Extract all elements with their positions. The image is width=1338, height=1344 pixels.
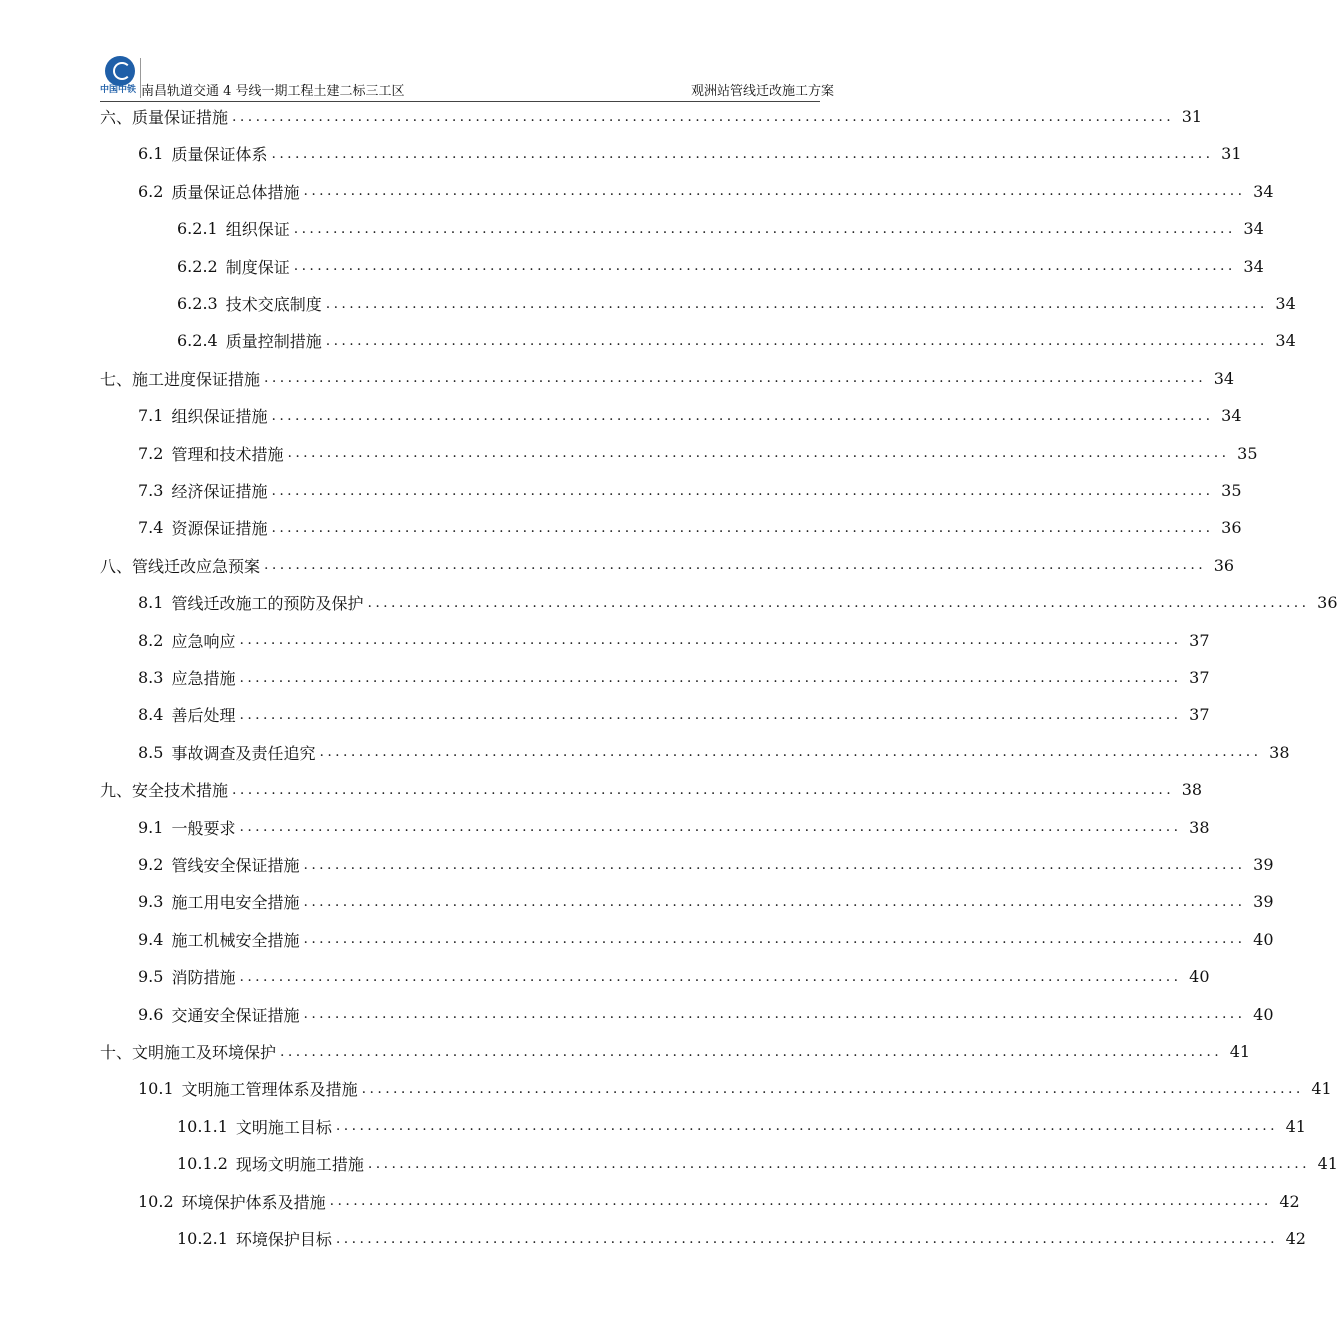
- toc-entry[interactable]: [177, 285, 1296, 322]
- toc-entry-title: 施工机械安全措施: [171, 930, 300, 950]
- toc-entry-number: 九、: [100, 781, 133, 801]
- toc-entry-number: 8.3: [138, 668, 164, 687]
- toc-entry-title: 文明施工目标: [235, 1117, 332, 1137]
- toc-entry-title: 文明施工管理体系及措施: [181, 1080, 358, 1100]
- toc-entry-title: 应急响应: [171, 631, 236, 651]
- toc-entry-number: 6.2.1: [177, 219, 218, 239]
- toc-entry[interactable]: [138, 659, 1210, 696]
- toc-entry-page: 38: [1269, 742, 1290, 762]
- toc-entry[interactable]: [100, 771, 1203, 808]
- toc-entry-number: 6.2: [138, 181, 164, 201]
- toc-dot-leader: ........................................................................................................................: [335, 1118, 1278, 1135]
- toc-entry-title: 管线迁改施工的预防及保护: [171, 594, 364, 614]
- toc-dot-leader: ........................................................................................................................: [271, 145, 1214, 162]
- toc-entry-title: 环境保护体系及措施: [181, 1192, 326, 1212]
- toc-entry-number: 8.4: [138, 705, 164, 725]
- toc-entry-page: 40: [1189, 967, 1210, 987]
- toc-entry-page: 41: [1311, 1079, 1332, 1099]
- toc-entry-page: 39: [1253, 855, 1274, 874]
- toc-entry-number: 8.2: [138, 630, 164, 650]
- toc-dot-leader: ........................................................................................................................: [264, 557, 1207, 574]
- toc-entry-page: 34: [1275, 331, 1296, 351]
- toc-entry-number: 7.2: [138, 443, 164, 463]
- toc-entry-number: 六、: [100, 108, 133, 127]
- toc-entry-number: 7.1: [138, 406, 164, 426]
- toc-dot-leader: ........................................................................................................................: [271, 519, 1214, 536]
- toc-entry[interactable]: [138, 1183, 1300, 1220]
- toc-dot-leader: ........................................................................................................................: [232, 108, 1175, 125]
- toc-entry-page: 34: [1275, 294, 1296, 313]
- toc-dot-leader: ........................................................................................................................: [319, 744, 1262, 761]
- toc-entry[interactable]: [138, 846, 1274, 883]
- toc-entry-title: 质量保证总体措施: [171, 182, 300, 202]
- toc-entry-number: 9.4: [138, 929, 164, 949]
- toc-entry-page: 31: [1221, 144, 1242, 164]
- toc-entry-page: 37: [1189, 705, 1210, 725]
- toc-entry-page: 41: [1229, 1042, 1251, 1061]
- toc-entry[interactable]: [177, 248, 1264, 285]
- toc-entry-title: 现场文明施工措施: [235, 1155, 364, 1175]
- toc-dot-leader: ........................................................................................................................: [303, 1006, 1246, 1023]
- toc-dot-leader: ........................................................................................................................: [303, 856, 1246, 873]
- toc-entry-title: 交通安全保证措施: [171, 1005, 300, 1025]
- toc-entry-title: 质量保证措施: [132, 108, 229, 127]
- toc-entry-number: 十、: [100, 1043, 133, 1062]
- toc-entry-number: 八、: [100, 556, 133, 576]
- toc-entry[interactable]: [138, 472, 1242, 509]
- toc-entry-page: 35: [1221, 481, 1242, 500]
- toc-entry-title: 一般要求: [171, 818, 236, 838]
- toc-entry-number: 10.2.1: [177, 1229, 228, 1248]
- toc-entry-title: 安全技术措施: [132, 781, 229, 801]
- toc-entry[interactable]: [138, 958, 1210, 995]
- toc-entry-title: 组织保证: [225, 220, 290, 240]
- toc-dot-leader: ........................................................................................................................: [367, 1155, 1310, 1172]
- toc-entry-title: 质量控制措施: [225, 332, 322, 352]
- toc-dot-leader: ........................................................................................................................: [293, 258, 1236, 275]
- toc-entry-title: 管理和技术措施: [171, 444, 284, 464]
- toc-entry-title: 施工用电安全措施: [171, 893, 300, 913]
- toc-entry-page: 34: [1243, 256, 1264, 276]
- toc-entry[interactable]: [138, 435, 1258, 472]
- toc-dot-leader: ........................................................................................................................: [293, 220, 1236, 237]
- toc-entry-number: 9.3: [138, 892, 164, 912]
- toc-entry-page: 42: [1285, 1229, 1306, 1248]
- toc-dot-leader: ........................................................................................................................: [264, 370, 1207, 387]
- toc-entry-title: 环境保护目标: [235, 1230, 332, 1249]
- toc-dot-leader: ........................................................................................................................: [303, 893, 1246, 910]
- toc-dot-leader: ........................................................................................................................: [335, 1230, 1278, 1247]
- toc-entry-title: 制度保证: [225, 257, 290, 277]
- toc-entry-number: 10.1: [138, 1079, 174, 1099]
- toc-dot-leader: ........................................................................................................................: [239, 669, 1182, 686]
- toc-entry[interactable]: [177, 1108, 1306, 1145]
- toc-entry[interactable]: [100, 1033, 1251, 1070]
- toc-entry-title: 组织保证措施: [171, 407, 268, 427]
- company-logo: [100, 56, 140, 96]
- toc-entry[interactable]: [138, 397, 1242, 434]
- toc-entry-title: 管线安全保证措施: [171, 856, 300, 875]
- toc-entry-page: 39: [1253, 892, 1274, 912]
- toc-entry[interactable]: [100, 360, 1235, 397]
- toc-entry-number: 6.2.4: [177, 331, 218, 351]
- toc-dot-leader: ........................................................................................................................: [280, 1043, 1223, 1060]
- toc-entry-title: 质量保证体系: [171, 145, 268, 165]
- toc-entry-number: 9.2: [138, 855, 164, 874]
- toc-entry-number: 七、: [100, 369, 133, 389]
- header-document-title: 观洲站管线迁改施工方案: [690, 84, 834, 99]
- toc-dot-leader: ........................................................................................................................: [239, 819, 1182, 836]
- toc-entry-page: 31: [1181, 107, 1203, 126]
- toc-dot-leader: ........................................................................................................................: [271, 407, 1214, 424]
- toc-entry-number: 8.1: [138, 593, 164, 613]
- toc-entry[interactable]: [100, 547, 1235, 584]
- header-project-title: 南昌轨道交通 4 号线一期工程土建二标三工区: [141, 84, 405, 99]
- toc-entry[interactable]: [100, 98, 1203, 135]
- toc-entry-title: 善后处理: [171, 706, 236, 726]
- toc-entry[interactable]: [138, 173, 1274, 210]
- toc-entry[interactable]: [138, 996, 1274, 1033]
- toc-entry-title: 消防措施: [171, 968, 236, 988]
- toc-dot-leader: ........................................................................................................................: [239, 968, 1182, 985]
- toc-entry-page: 36: [1213, 555, 1235, 575]
- toc-dot-leader: ........................................................................................................................: [239, 632, 1182, 649]
- page-header: [0, 0, 950, 110]
- toc-entry-title: 施工进度保证措施: [132, 369, 261, 389]
- toc-entry-number: 6.1: [138, 144, 164, 164]
- toc-entry-title: 经济保证措施: [171, 482, 268, 501]
- toc-entry[interactable]: [177, 210, 1264, 247]
- toc-entry-number: 10.1.1: [177, 1116, 228, 1136]
- toc-entry[interactable]: [138, 135, 1242, 172]
- toc-entry-page: 40: [1253, 929, 1274, 949]
- toc-entry[interactable]: [138, 809, 1210, 846]
- toc-dot-leader: ........................................................................................................................: [287, 445, 1230, 462]
- toc-entry-title: 文明施工及环境保护: [132, 1043, 277, 1062]
- toc-dot-leader: ........................................................................................................................: [303, 183, 1246, 200]
- toc-dot-leader: ........................................................................................................................: [239, 706, 1182, 723]
- toc-entry-title: 事故调查及责任追究: [171, 743, 316, 763]
- toc-entry-page: 41: [1317, 1154, 1338, 1174]
- toc-entry-page: 41: [1285, 1116, 1306, 1136]
- toc-dot-leader: ........................................................................................................................: [232, 781, 1175, 798]
- toc-entry-number: 6.2.3: [177, 294, 218, 313]
- toc-entry-title: 技术交底制度: [225, 295, 322, 314]
- toc-entry-number: 7.4: [138, 518, 164, 538]
- toc-dot-leader: ........................................................................................................................: [325, 332, 1268, 349]
- toc-entry-number: 8.5: [138, 742, 164, 762]
- toc-entry-page: 38: [1181, 780, 1203, 800]
- toc-entry-number: 9.5: [138, 967, 164, 987]
- toc-entry-page: 34: [1221, 406, 1242, 426]
- toc-entry[interactable]: [138, 921, 1274, 958]
- toc-entry[interactable]: [138, 1070, 1332, 1107]
- toc-dot-leader: ........................................................................................................................: [329, 1193, 1272, 1210]
- toc-entry[interactable]: [138, 584, 1338, 621]
- toc-entry-page: 42: [1279, 1191, 1300, 1211]
- toc-entry-number: 6.2.2: [177, 256, 218, 276]
- toc-entry[interactable]: [177, 322, 1296, 359]
- toc-dot-leader: ........................................................................................................................: [303, 931, 1246, 948]
- toc-entry-page: 34: [1213, 368, 1235, 388]
- toc-dot-leader: ........................................................................................................................: [271, 482, 1214, 499]
- toc-entry-title: 应急措施: [171, 669, 236, 688]
- toc-entry-page: 36: [1317, 593, 1338, 613]
- toc-entry-page: 37: [1189, 668, 1210, 687]
- toc-entry[interactable]: [138, 622, 1210, 659]
- toc-entry[interactable]: [177, 1220, 1306, 1257]
- toc-dot-leader: ........................................................................................................................: [361, 1080, 1304, 1097]
- toc-entry[interactable]: [138, 734, 1290, 771]
- toc-entry[interactable]: [138, 883, 1274, 920]
- toc-entry-number: 9.6: [138, 1004, 164, 1024]
- toc-entry-number: 9.1: [138, 817, 164, 837]
- toc-dot-leader: ........................................................................................................................: [325, 295, 1268, 312]
- logo-text: 中国中铁: [100, 85, 137, 95]
- toc-entry[interactable]: [138, 509, 1242, 546]
- toc-entry-page: 34: [1253, 181, 1274, 201]
- toc-entry-title: 资源保证措施: [171, 519, 268, 539]
- toc-entry-number: 10.1.2: [177, 1154, 228, 1174]
- toc-entry-page: 36: [1221, 518, 1242, 538]
- toc-entry-number: 10.2: [138, 1191, 174, 1211]
- toc-entry[interactable]: [177, 1145, 1338, 1182]
- toc-dot-leader: ........................................................................................................................: [367, 594, 1310, 611]
- toc-entry-title: 管线迁改应急预案: [132, 556, 261, 576]
- toc-entry-page: 35: [1237, 443, 1258, 463]
- toc-entry[interactable]: [138, 696, 1210, 733]
- toc-entry-page: 34: [1243, 219, 1264, 239]
- toc-entry-page: 37: [1189, 630, 1210, 650]
- toc-entry-page: 40: [1253, 1004, 1274, 1024]
- toc-entry-page: 38: [1189, 817, 1210, 837]
- toc-entry-number: 7.3: [138, 481, 164, 500]
